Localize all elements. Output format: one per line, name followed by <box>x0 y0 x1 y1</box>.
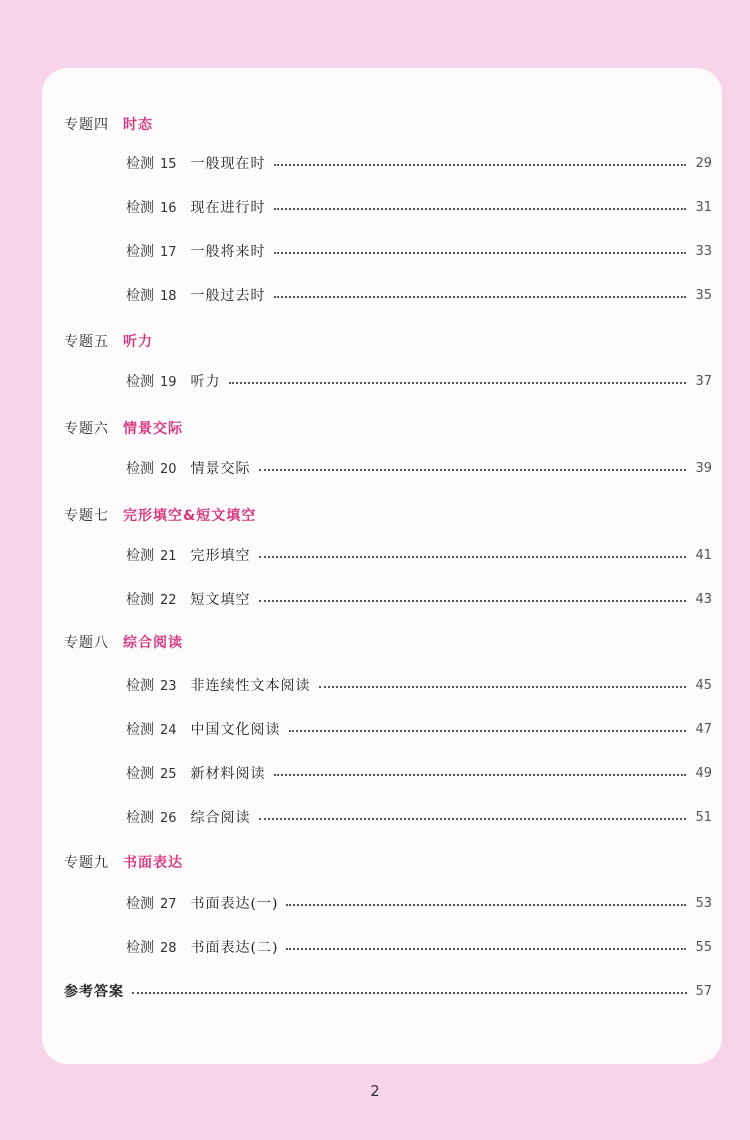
entry-title: 一般现在时 <box>190 156 266 172</box>
toc-entry[interactable] <box>126 370 712 392</box>
entry-label-text: 检测 <box>126 374 154 390</box>
entry-page: 31 <box>695 199 712 215</box>
leader-dots <box>286 948 686 950</box>
section-number: 专题六 <box>64 421 109 437</box>
entry-label <box>126 241 177 261</box>
entry-number: 23 <box>160 679 177 694</box>
entry-label <box>126 807 177 827</box>
toc-entry[interactable] <box>126 718 712 740</box>
toc-entry[interactable] <box>126 152 712 174</box>
entry-title: 情景交际 <box>190 461 251 477</box>
leader-dots <box>259 469 686 471</box>
entry-title: 完形填空 <box>190 548 251 564</box>
entry-label <box>126 719 177 739</box>
toc-entry[interactable] <box>126 457 712 479</box>
section-heading <box>64 114 153 134</box>
toc-entry[interactable] <box>126 240 712 262</box>
section-title: 时态 <box>123 117 153 133</box>
entry-title: 新材料阅读 <box>190 766 266 782</box>
entry-label-text: 检测 <box>126 461 154 477</box>
section-number: 专题四 <box>64 117 109 133</box>
leader-dots <box>259 556 686 558</box>
entry-label-text: 检测 <box>126 244 154 260</box>
entry-title: 听力 <box>190 374 221 390</box>
toc-entry[interactable] <box>126 544 712 566</box>
entry-page: 35 <box>695 287 712 303</box>
section-heading <box>64 505 256 525</box>
entry-label <box>126 458 177 478</box>
entry-page: 37 <box>695 373 712 389</box>
entry-title: 一般将来时 <box>190 244 266 260</box>
entry-number: 27 <box>160 897 177 912</box>
entry-label-text: 检测 <box>126 548 154 564</box>
entry-page: 51 <box>695 809 712 825</box>
entry-label-text: 检测 <box>126 940 154 956</box>
entry-number: 18 <box>160 289 177 304</box>
toc-entry[interactable] <box>126 762 712 784</box>
section-heading <box>64 632 183 652</box>
entry-number: 15 <box>160 157 177 172</box>
entry-label <box>126 893 177 913</box>
entry-label <box>126 371 177 391</box>
entry-page: 33 <box>695 243 712 259</box>
entry-label <box>126 589 177 609</box>
entry-label <box>126 545 177 565</box>
leader-dots <box>274 296 686 298</box>
section-heading <box>64 852 183 872</box>
entry-number: 19 <box>160 375 177 390</box>
entry-title: 一般过去时 <box>190 288 266 304</box>
section-number: 专题五 <box>64 334 109 350</box>
toc-entry[interactable] <box>126 806 712 828</box>
entry-label <box>126 285 177 305</box>
toc-entry[interactable] <box>126 284 712 306</box>
entry-label-text: 检测 <box>126 896 154 912</box>
entry-label-text: 检测 <box>126 156 154 172</box>
answers-page: 57 <box>695 983 712 999</box>
leader-dots <box>319 686 686 688</box>
leader-dots <box>274 208 686 210</box>
entry-number: 28 <box>160 941 177 956</box>
leader-dots <box>289 730 686 732</box>
answers-entry[interactable] <box>64 980 712 1002</box>
leader-dots <box>274 252 686 254</box>
entry-number: 16 <box>160 201 177 216</box>
entry-title: 非连续性文本阅读 <box>190 678 311 694</box>
section-title: 听力 <box>123 334 153 350</box>
toc-entry[interactable] <box>126 892 712 914</box>
entry-label <box>126 675 177 695</box>
leader-dots <box>229 382 686 384</box>
entry-number: 22 <box>160 593 177 608</box>
entry-number: 25 <box>160 767 177 782</box>
section-title: 书面表达 <box>123 855 183 871</box>
leader-dots <box>132 992 687 994</box>
entry-number: 24 <box>160 723 177 738</box>
entry-title: 中国文化阅读 <box>190 722 281 738</box>
entry-page: 53 <box>695 895 712 911</box>
entry-title: 现在进行时 <box>190 200 266 216</box>
section-title: 情景交际 <box>123 421 183 437</box>
leader-dots <box>274 774 686 776</box>
entry-label-text: 检测 <box>126 678 154 694</box>
entry-number: 17 <box>160 245 177 260</box>
entry-label-text: 检测 <box>126 592 154 608</box>
section-title: 完形填空&短文填空 <box>123 508 257 524</box>
entry-page: 55 <box>695 939 712 955</box>
entry-number: 21 <box>160 549 177 564</box>
entry-label-text: 检测 <box>126 766 154 782</box>
entry-number: 26 <box>160 811 177 826</box>
toc-entry[interactable] <box>126 196 712 218</box>
toc-card <box>42 68 722 1064</box>
leader-dots <box>259 600 686 602</box>
section-number: 专题八 <box>64 635 109 651</box>
entry-title: 书面表达(二) <box>190 940 279 956</box>
leader-dots <box>274 164 686 166</box>
toc-entry[interactable] <box>126 588 712 610</box>
leader-dots <box>259 818 686 820</box>
entry-label <box>126 153 177 173</box>
entry-page: 41 <box>695 547 712 563</box>
entry-page: 49 <box>695 765 712 781</box>
entry-label-text: 检测 <box>126 288 154 304</box>
section-heading <box>64 331 153 351</box>
entry-label-text: 检测 <box>126 810 154 826</box>
entry-label <box>126 197 177 217</box>
section-title: 综合阅读 <box>123 635 183 651</box>
toc-entry[interactable] <box>126 936 712 958</box>
entry-page: 39 <box>695 460 712 476</box>
entry-page: 29 <box>695 155 712 171</box>
entry-label <box>126 937 177 957</box>
entry-number: 20 <box>160 462 177 477</box>
entry-page: 47 <box>695 721 712 737</box>
table-of-contents <box>42 68 722 1064</box>
entry-page: 43 <box>695 591 712 607</box>
entry-label-text: 检测 <box>126 200 154 216</box>
toc-entry[interactable] <box>126 674 712 696</box>
entry-label-text: 检测 <box>126 722 154 738</box>
page-number: 2 <box>370 1082 380 1100</box>
entry-label <box>126 763 177 783</box>
entry-title: 综合阅读 <box>190 810 251 826</box>
leader-dots <box>286 904 686 906</box>
entry-title: 书面表达(一) <box>190 896 279 912</box>
section-heading <box>64 418 183 438</box>
entry-title: 短文填空 <box>190 592 251 608</box>
answers-title: 参考答案 <box>64 984 124 1000</box>
section-number: 专题七 <box>64 508 109 524</box>
section-number: 专题九 <box>64 855 109 871</box>
entry-page: 45 <box>695 677 712 693</box>
